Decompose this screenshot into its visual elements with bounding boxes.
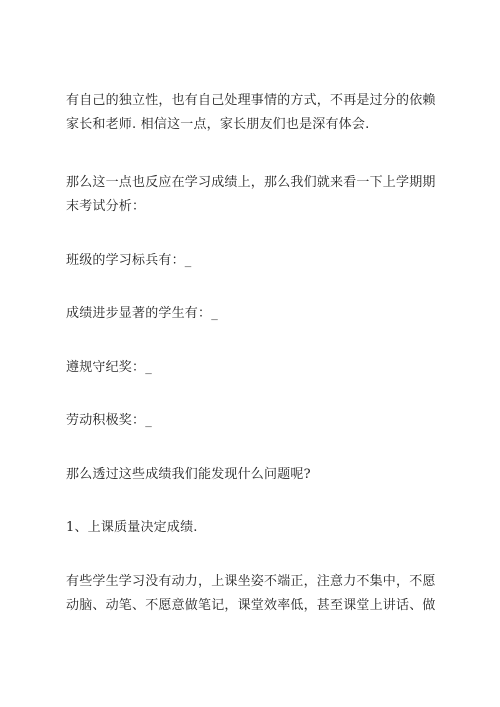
paragraph-question — [66, 463, 442, 487]
text-line: 班级的学习标兵有：_ — [66, 253, 192, 268]
paragraph-independence — [66, 89, 442, 137]
paragraph-motivation — [66, 570, 442, 618]
paragraph-study-model — [66, 249, 442, 273]
paragraph-discipline-award — [66, 356, 442, 380]
text-line: 家长和老师. 相信这一点，家长朋友们也是深有体会. — [66, 117, 370, 132]
text-line: 末考试分析： — [66, 199, 146, 214]
paragraph-point-one — [66, 516, 442, 540]
text-line: 1、上课质量决定成绩. — [66, 520, 198, 535]
text-line: 那么这一点也反应在学习成绩上，那么我们就来看一下上学期期 — [66, 175, 436, 190]
paragraph-exam-analysis-intro — [66, 171, 442, 219]
text-line: 劳动积极奖：_ — [66, 413, 152, 428]
text-line: 有些学生学习没有动力，上课坐姿不端正，注意力不集中，不愿 — [66, 574, 436, 589]
paragraph-labor-award — [66, 409, 442, 433]
paragraph-progress-students — [66, 302, 442, 326]
text-line: 那么透过这些成绩我们能发现什么问题呢? — [66, 467, 311, 482]
text-line: 遵规守纪奖：_ — [66, 360, 152, 375]
text-line: 成绩进步显著的学生有：_ — [66, 306, 218, 321]
text-line: 动脑、动笔、不愿意做笔记，课堂效率低，甚至课堂上讲话、做 — [66, 598, 436, 613]
text-line: 有自己的独立性，也有自己处理事情的方式，不再是过分的依赖 — [66, 93, 436, 108]
